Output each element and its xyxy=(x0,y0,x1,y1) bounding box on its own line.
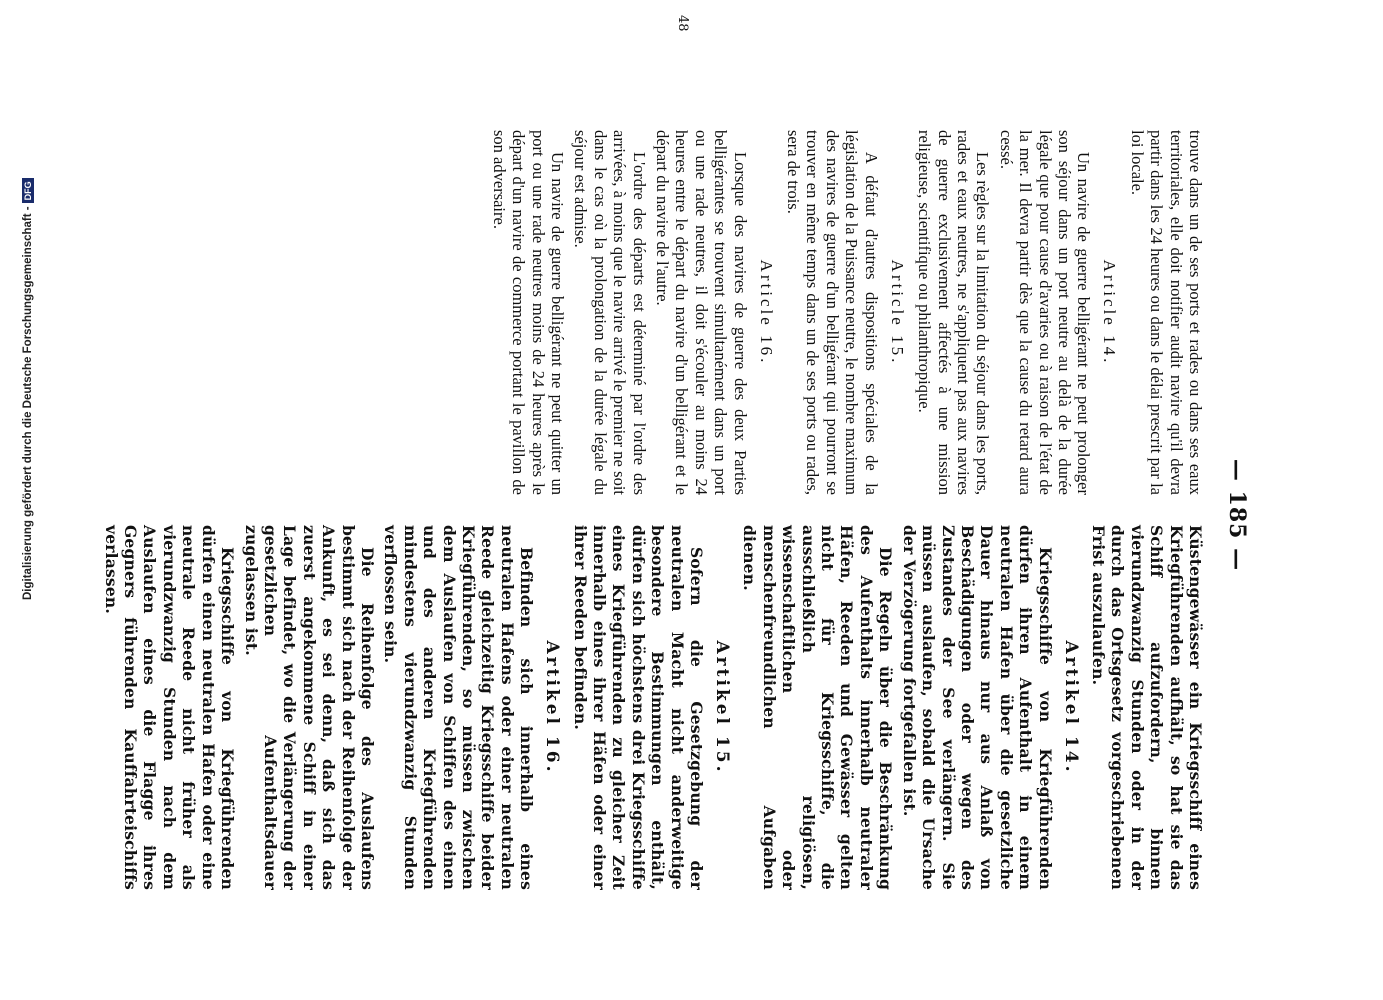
article-heading: Article 14. xyxy=(1100,259,1120,366)
article-heading: Artikel 15. xyxy=(712,640,733,775)
paragraph: A défaut d'autres dispositions spéciales de la législation de la Puissance neutre, le nombre maximum des navires de guerre d'un belligérant qui pourront se trouver en même temps dans un de ses ports ou rades, sera de trois. xyxy=(784,130,881,495)
paragraph: Kriegsschiffe von Kriegführenden dürfen ihren Aufenthalt in einem neutralen Hafen über die gesetzliche Dauer hinaus nur aus Anlaß von Beschädigungen oder wegen des Zustandes der See verlängern. Sie müssen auslaufen, sobald die Ursache der Verzögerung fortgefallen ist. xyxy=(899,525,1055,890)
dfg-logo: DFG xyxy=(22,178,34,203)
article-heading: Article 15. xyxy=(887,259,907,366)
digitization-credit xyxy=(22,0,40,600)
paragraph: Les règles sur la limitation du séjour dans les ports, rades et eaux neutres, ne s'appliquent pas aux navires de guerre exclusivement affectés à une mission religieuse, scientifique ou philanthropique. xyxy=(915,130,993,495)
article-heading: Article 16. xyxy=(756,259,776,366)
paragraph: Un navire de guerre belligérant ne peut quitter un port ou une rade neutres moins de 24 heures après le départ d'un navire de commerce portant le pavillon de son adversaire. xyxy=(489,130,568,495)
paragraph: trouve dans un de ses ports et rades ou dans ses eaux territoriales, elle doit notifier audit navire qu'il devra partir dans les 24 heures ou dans le délai prescrit par la loi locale. xyxy=(1127,130,1205,495)
paragraph: Die Regeln über die Beschränkung des Aufenthalts innerhalb neutraler Häfen, Reeden und Gewässer gelten nicht für Kriegsschiffe, die ausschließlich religiösen, wissenschaftlichen oder menschenfreundlichen Aufgaben dienen. xyxy=(740,525,896,890)
paragraph: Lorsque des navires de guerre des deux Parties belligérantes se trouvent simultanément dans un port ou une rade neutres, il doit s'écouler au moins 24 heures entre le départ du navire d'un belligérant et le départ du navire de l'autre. xyxy=(653,130,750,495)
german-column xyxy=(97,525,1205,890)
page-number: — 185 — xyxy=(1224,458,1250,572)
article-heading: Artikel 16. xyxy=(542,640,563,775)
paragraph: Befinden sich innerhalb eines neutralen Hafens oder einer neutralen Reede gleichzeitig Kriegsschiffe beider Kriegführenden, so müssen zwischen dem Auslaufen von Schiffen des einen und des anderen Kriegführenden mindestens vierundzwanzig Stunden verflossen sein. xyxy=(381,525,537,890)
paragraph: L'ordre des départs est déterminé par l'ordre des arrivées, à moins que le navire arrivé le premier ne soit dans le cas où la prolongation de la durée légale du séjour est admise. xyxy=(571,130,649,495)
rotated-page xyxy=(101,15,1250,900)
paragraph: Küstengewässer ein Kriegsschiff eines Kriegführenden aufhält, so hat sie das Schiff aufzufordern, binnen vierundzwanzig Stunden oder in der durch das Ortsgesetz vorgeschriebenen Frist auszulaufen. xyxy=(1088,525,1205,890)
paragraph: Sofern die Gesetzgebung der neutralen Macht nicht anderweitige besondere Bestimmungen enthält, dürfen sich höchstens drei Kriegsschiffe eines Kriegführenden zu gleicher Zeit innerhalb eines ihrer Häfen oder einer ihrer Reeden befinden. xyxy=(570,525,707,890)
article-heading: Artikel 14. xyxy=(1060,640,1081,775)
folio-number: 48 xyxy=(675,15,690,32)
paragraph: Die Reihenfolge des Auslaufens bestimmt sich nach der Reihenfolge der Ankunft, es sei denn, daß sich das zuerst angekommene Schiff in einer Lage befindet, wo die Verlängerung der gesetzlichen Aufenthaltsdauer zugelassen ist. xyxy=(241,525,377,890)
paragraph: Un navire de guerre belligérant ne peut prolonger son séjour dans un port neutre au delà de la durée légale que pour cause d'avaries ou à raison de l'état de la mer. Il devra partir dès que la cause du retard aura cessé. xyxy=(996,130,1094,495)
credit-text: Digitalisierung gefördert durch die Deutsche Forschungsgemeinschaft - xyxy=(22,206,34,600)
french-column xyxy=(485,130,1205,495)
paragraph: Kriegsschiffe von Kriegführenden dürfen einen neutralen Hafen oder eine neutrale Reede nicht früher als vierundzwanzig Stunden nach dem Auslaufen eines die Flagge ihres Gegners führenden Kauffahrteischiffs verlassen. xyxy=(101,525,238,890)
